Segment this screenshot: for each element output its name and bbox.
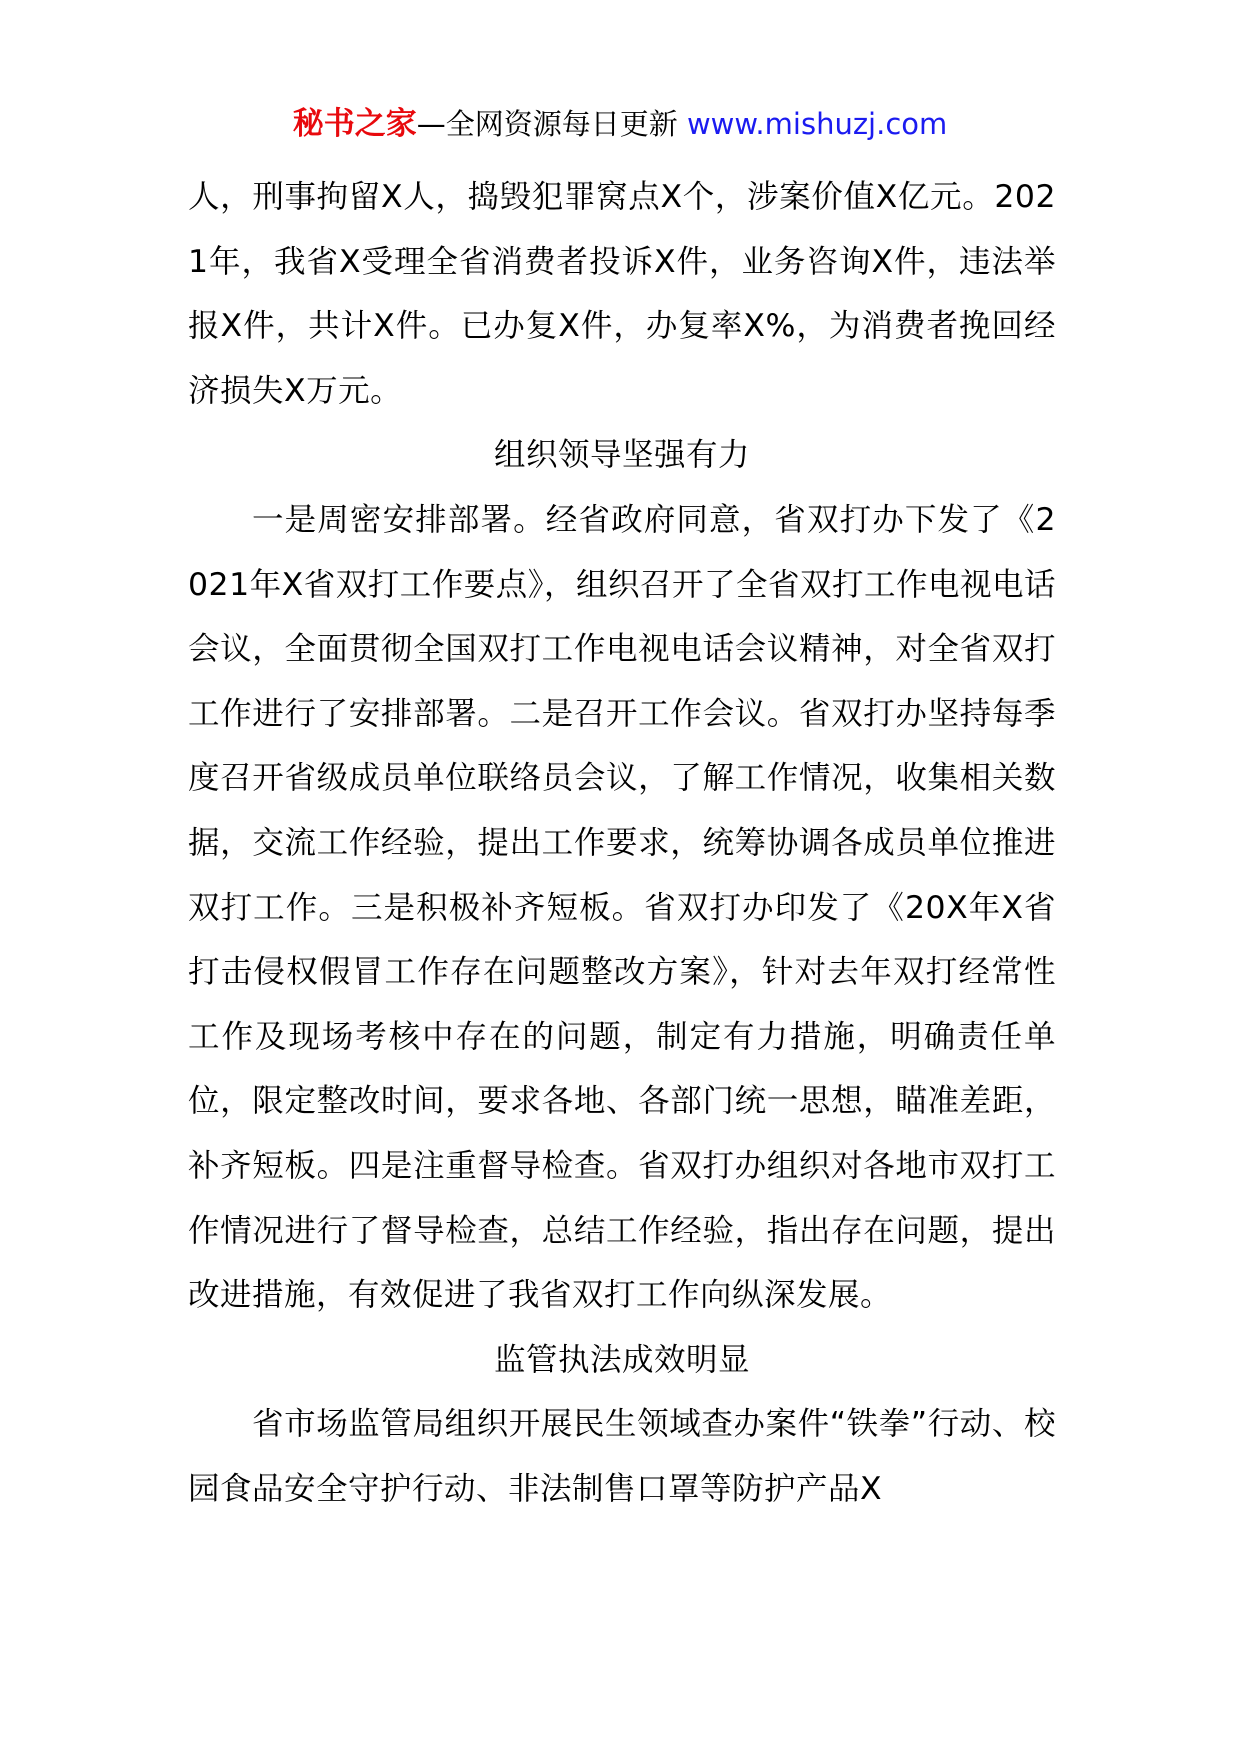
section-heading-organization: 组织领导坚强有力 bbox=[493, 437, 750, 474]
paragraph-organization: 一是周密安排部署。经省政府同意，省双打办下发了《2021年X省双打工作要点》，组织召开了全省双打工作电视电话会议，全面贯彻全国双打工作电视电话会议精神，对全省双打工作进行了安排部署。二是召开工作会议。省双打办坚持每季度召开省级成员单位联络员会议，了解工作情况，收集相关数据，交流工作经验，提出工作要求，统筹协调各成员单位推进双打工作。三是积极补齐短板。省双打办印发了《20X年X省打击侵权假冒工作存在问题整改方案》，针对去年双打经常性工作及现场考核中存在的问题，制定有力措施，明确责任单位，限定整改时间，要求各地、各部门统一思想，瞄准差距，补齐短板。四是注重督导检查。省双打办组织对各地市双打工作情况进行了督导检查，总结工作经验，指出存在问题，提出改进措施，有效促进了我省双打工作向纵深发展。 bbox=[188, 501, 1056, 1314]
section-heading-enforcement: 监管执法成效明显 bbox=[493, 1341, 750, 1378]
paragraph-intro: 人，刑事拘留X人，捣毁犯罪窝点X个，涉案价值X亿元。2021年，我省X受理全省消费者投诉X件，业务咨询X件，违法举报X件，共计X件。已办复X件，办复率X%，为消费者挽回经济损失X万元。 bbox=[188, 179, 1056, 409]
header-url-link[interactable]: www.mishuzj.com bbox=[686, 107, 948, 141]
header-slogan: —全网资源每日更新 bbox=[416, 107, 687, 141]
document-body bbox=[188, 165, 1056, 1521]
page-header bbox=[0, 104, 1240, 144]
paragraph-enforcement: 省市场监管局组织开展民生领域查办案件“铁拳”行动、校园食品安全守护行动、非法制售口罩等防护产品X bbox=[188, 1406, 1056, 1507]
header-brand: 秘书之家 bbox=[292, 106, 417, 142]
